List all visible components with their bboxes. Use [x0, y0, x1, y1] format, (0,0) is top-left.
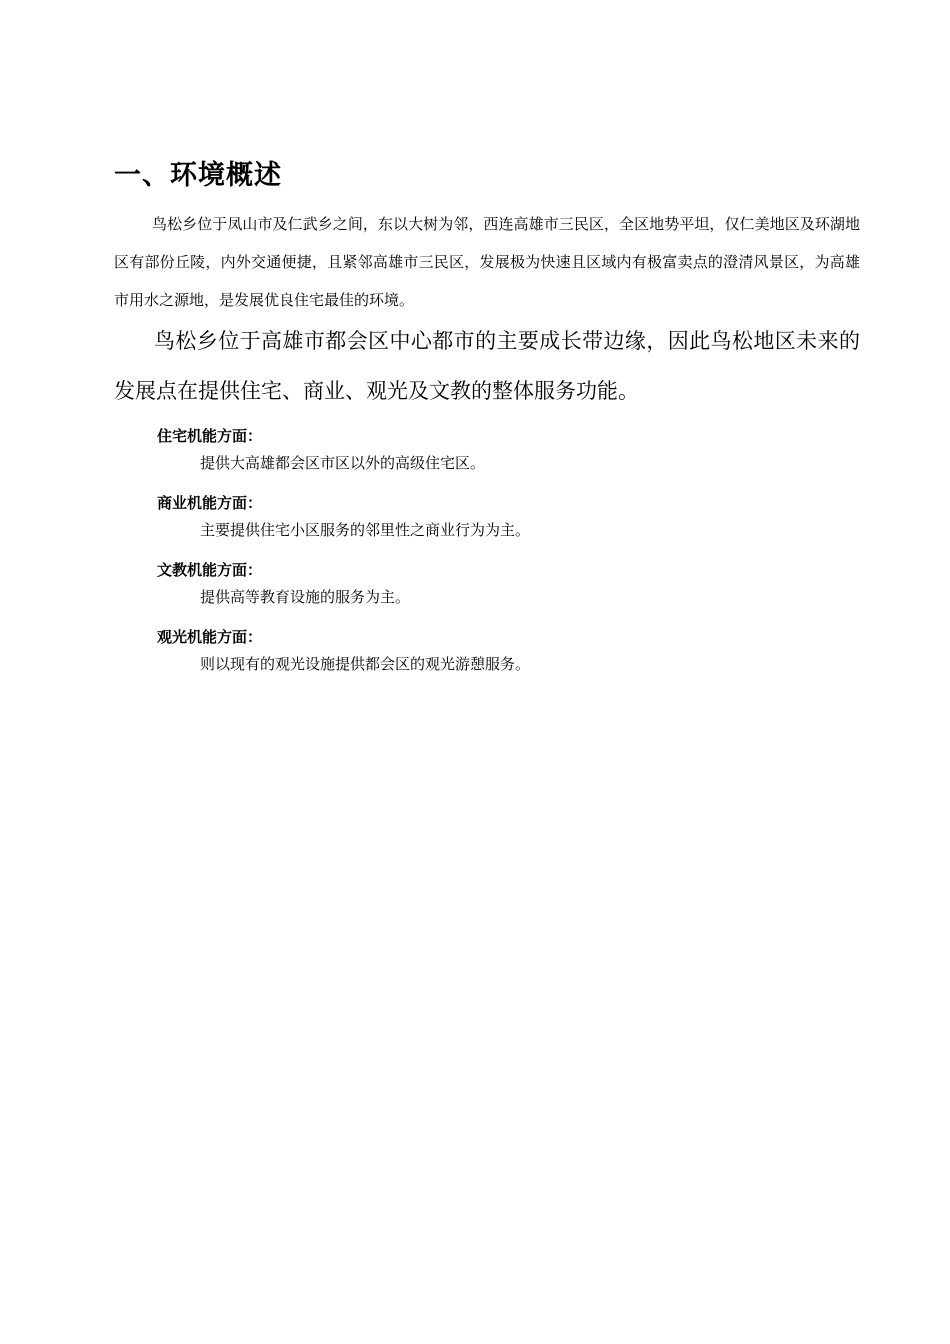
function-description: 提供大高雄都会区市区以外的高级住宅区。: [200, 454, 486, 472]
function-heading: 住宅机能方面：: [157, 427, 263, 445]
function-item-tourism: [157, 625, 857, 692]
function-item-commercial: [157, 491, 857, 558]
function-heading: 商业机能方面：: [157, 494, 263, 512]
function-description: 则以现有的观光设施提供都会区的观光游憩服务。: [200, 655, 531, 673]
function-heading: 观光机能方面：: [157, 628, 263, 646]
function-item-education: [157, 558, 857, 625]
paragraph-environment-overview: 鸟松乡位于凤山市及仁武乡之间，东以大树为邻，西连高雄市三民区，全区地势平坦，仅仁美地区及环湖地区有部份丘陵，内外交通便捷，且紧邻高雄市三民区，发展极为快速且区域内有极富卖点的澄清风景区，为高雄市用水之源地，是发展优良住宅最佳的环境。: [114, 215, 860, 309]
function-list: [157, 424, 857, 692]
function-heading: 文教机能方面：: [157, 561, 263, 579]
section-title: 一、环境概述: [114, 160, 282, 191]
paragraph-development-focus: 鸟松乡位于高雄市都会区中心都市的主要成长带边缘，因此鸟松地区未来的发展点在提供住宅、商业、观光及文教的整体服务功能。: [114, 329, 860, 403]
function-item-residential: [157, 424, 857, 491]
function-description: 提供高等教育设施的服务为主。: [200, 588, 411, 606]
function-description: 主要提供住宅小区服务的邻里性之商业行为为主。: [200, 521, 531, 539]
